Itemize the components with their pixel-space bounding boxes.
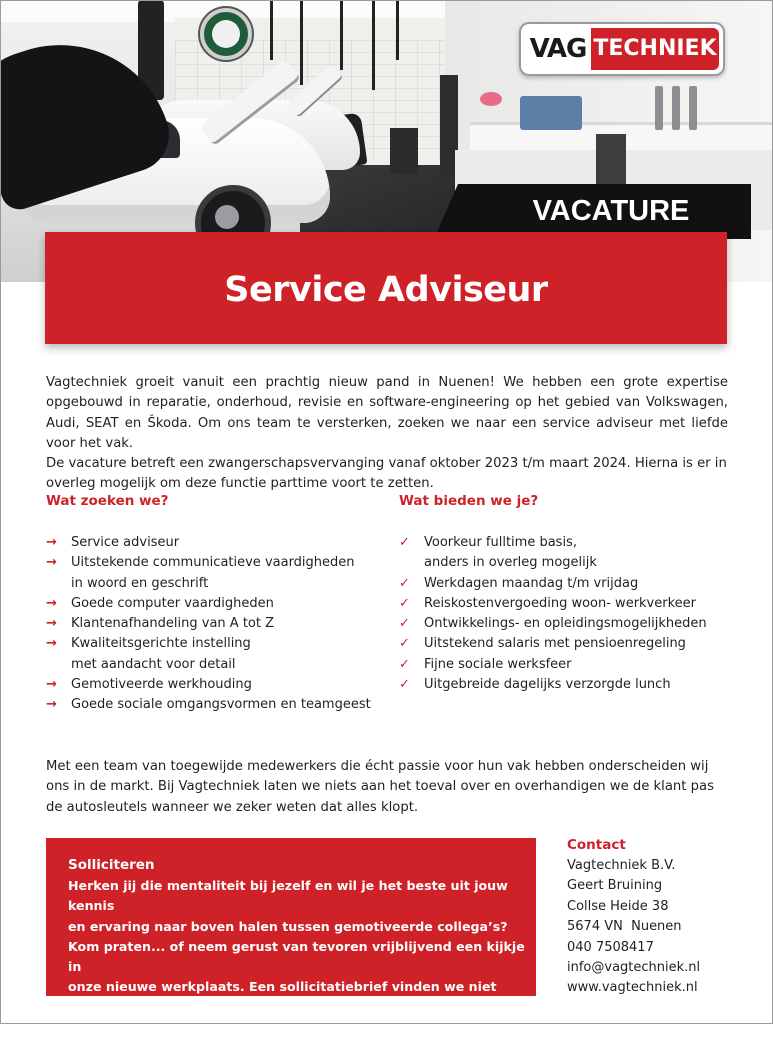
list-item: → Uitstekende communicatieve vaardigheden in woord en geschrift xyxy=(46,555,355,591)
list-item: → Gemotiveerde werkhouding xyxy=(46,675,386,695)
arrow-right-icon: → xyxy=(46,677,57,693)
contact-email[interactable]: info@vagtechniek.nl xyxy=(567,960,701,976)
contact-details xyxy=(567,856,700,999)
apply-title: Solliciteren xyxy=(68,857,155,873)
arrow-right-icon: → xyxy=(46,535,57,550)
intro-paragraph-2: De vacature betreft een zwangerschapsvervanging vanaf oktober 2023 t/m maart 2024. Hierna is er in overleg mogelijk om deze functie parttime voort te zetten. xyxy=(46,456,727,492)
contact-title: Contact xyxy=(567,837,626,853)
contact-company: Vagtechniek B.V. xyxy=(567,858,676,873)
list-item: ✓ Ontwikkelings- en opleidingsmogelijkheden xyxy=(399,614,739,634)
list-item: ✓ Reiskostenvergoeding woon- werkverkeer xyxy=(399,594,739,614)
checkmark-icon: ✓ xyxy=(399,656,410,672)
checkmark-icon: ✓ xyxy=(399,677,410,693)
arrow-right-icon: → xyxy=(46,555,57,571)
list-item: → Service adviseur xyxy=(46,533,386,553)
list-item: → Goede sociale omgangsvormen en teamgeest xyxy=(46,695,386,715)
contact-website[interactable]: www.vagtechniek.nl xyxy=(567,980,698,996)
list-item: ✓ Voorkeur fulltime basis, anders in overleg mogelijk xyxy=(399,535,597,571)
contact-street: Collse Heide 38 xyxy=(567,898,669,914)
offering-list xyxy=(399,533,739,695)
list-item: ✓ Uitstekend salaris met pensioenregeling xyxy=(399,634,739,654)
contact-person: Geert Bruining xyxy=(567,878,663,894)
checkmark-icon: ✓ xyxy=(399,616,410,632)
contact-city: 5674 VN Nuenen xyxy=(567,919,682,935)
list-item: ✓ Uitgebreide dagelijks verzorgde lunch xyxy=(399,675,739,695)
seeking-heading: Wat zoeken we? xyxy=(46,493,169,509)
checkmark-icon: ✓ xyxy=(399,575,410,591)
apply-text: Herken jij die mentaliteit bij jezelf en wil je het beste uit jouw kennis en ervaring naar boven halen tussen gemotiveerde collega’s? Kom praten... of neem gerust van tevoren vrijblijvend een kijkje in onze nieuwe werkplaats. Een sollicitatiebrief vinden we niet nodig, we willen liever persoonlijk jouw verhaal horen. Bel of mail ons even! xyxy=(68,878,525,1056)
arrow-right-icon: → xyxy=(46,697,57,713)
list-item: → Klantenafhandeling van A tot Z xyxy=(46,614,386,634)
list-item: ✓ Werkdagen maandag t/m vrijdag xyxy=(399,574,739,594)
arrow-right-icon: → xyxy=(46,636,57,652)
offering-heading: Wat bieden we je? xyxy=(399,493,539,509)
contact-phone[interactable]: 040 7508417 xyxy=(567,939,654,955)
vacature-label: VACATURE xyxy=(532,195,690,227)
intro-paragraph-1: Vagtechniek groeit vanuit een prachtig nieuw pand in Nuenen! We hebben een grote expertise opgebouwd in reparatie, onderhoud, revisie en software-engineering op het gebied van Volkswagen, Audi, SEAT en Škoda. Om ons team te versterken, zoeken we naar een service adviseur met liefde voor het vak. xyxy=(46,375,728,451)
arrow-right-icon: → xyxy=(46,616,57,632)
intro-text xyxy=(46,373,728,495)
checkmark-icon: ✓ xyxy=(399,535,410,550)
list-item: → Goede computer vaardigheden xyxy=(46,594,386,614)
outro-text: Met een team van toegewijde medewerkers die écht passie voor hun vak hebben onderscheiden wij ons in de markt. Bij Vagtechniek laten we niets aan het toeval over en overhandigen we de klant pas de autosleutels wanneer we zeker weten dat alles klopt. xyxy=(46,759,714,815)
vagtechniek-logo xyxy=(519,22,725,76)
seeking-list xyxy=(46,533,386,716)
list-item: ✓ Fijne sociale werksfeer xyxy=(399,655,739,675)
job-title: Service Adviseur xyxy=(224,270,548,310)
skoda-clock-icon xyxy=(200,8,252,60)
logo-techniek-text: TECHNIEK xyxy=(591,28,719,70)
list-item: → Kwaliteitsgerichte instelling met aandacht voor detail xyxy=(46,636,251,672)
checkmark-icon: ✓ xyxy=(399,636,410,652)
checkmark-icon: ✓ xyxy=(399,595,410,611)
arrow-right-icon: → xyxy=(46,595,57,611)
logo-vag-text: VAG xyxy=(525,28,591,70)
